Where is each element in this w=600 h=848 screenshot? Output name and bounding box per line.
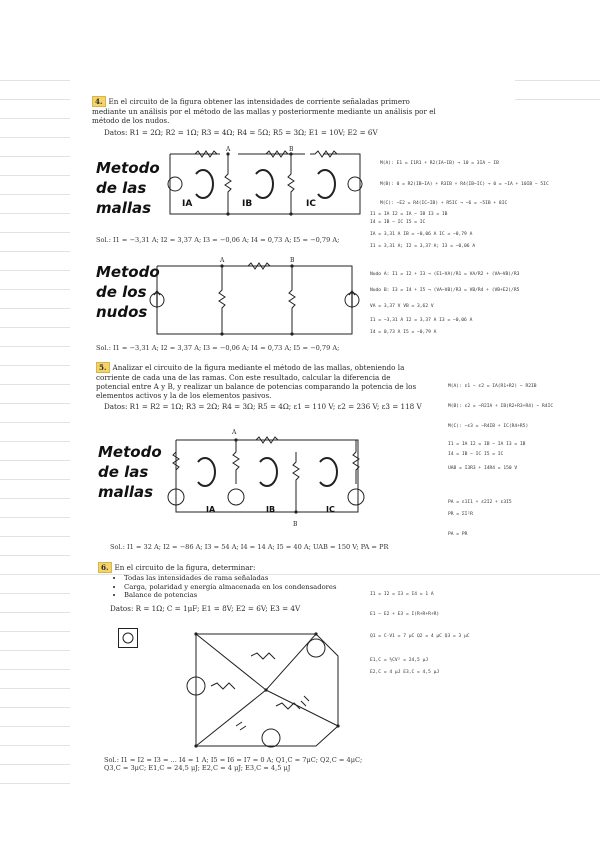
- p6-bullet: • Balance de potencias: [124, 591, 374, 600]
- note-line: Q1 = C·V1 = 7 μC Q2 = 4 μC Q3 = 3 μC: [370, 634, 470, 639]
- p6-symbol-box: [118, 628, 138, 648]
- p4-solution-1: Sol.: I1 = −3,31 A; I2 = 3,37 A; I3 = −0,06 A; I4 = 0,73 A; I5 = −0,79 A;: [96, 236, 340, 244]
- p4-mesh-circuit: [160, 144, 370, 224]
- note-line: PA = PR: [448, 532, 468, 537]
- p6-bullet: • Todas las intensidades de rama señaladas: [124, 574, 374, 583]
- p5-statement-text: Analizar el circuito de la figura mediante el método de las mallas, obteniendo la corriente de cada una de las ramas. Con este resultado, calcular la diferencia de potencial entre A y B, y realizar un balance de potencias comparando la potencia de los elementos activos y la de los elementos pasivos.: [96, 363, 417, 400]
- note-line: Nudo B: I3 = I4 + I5 → (VA−VB)/R3 = VB/R4 + (VB+E2)/R5: [370, 288, 520, 293]
- p4-number: 4.: [92, 96, 106, 107]
- p4-node-b-2: B: [290, 257, 295, 264]
- p4-hand-nudos: Metodo de los nudos: [96, 263, 160, 321]
- note-line: I4 = 0,73 A I5 = −0,79 A: [370, 330, 437, 335]
- note-line: I4 = IB − IC I5 = IC: [448, 452, 504, 457]
- note-line: E2,C = 4 μJ E3,C = 4,5 μJ: [370, 670, 440, 675]
- p6-solution: Sol.: I1 = I2 = I3 = ... I4 = 1 A; I5 = I6 = I7 = 0 A; Q1,C = 7μC; Q2,C = 4μC; Q3,C = 3μC; E1,C = 24,5 μJ; E2,C = 4 μJ; E3,C = 4,5 μJ: [104, 756, 363, 772]
- p4-mesh-a: IA: [182, 199, 193, 209]
- note-line: I1 = IA I2 = IA − IB I3 = IB: [370, 212, 448, 217]
- note-line: M(C): −ε3 = −R4IB + IC(R4+R5): [448, 424, 529, 429]
- note-line: I4 = IB − IC I5 = IC: [370, 220, 426, 225]
- p6-data: Datos: R = 1Ω; C = 1μF; E1 = 8V; E2 = 6V; E3 = 4V: [110, 604, 301, 613]
- note-line: I1 = 3,31 A; I2 = 3,37 A; I3 = −0,06 A: [370, 244, 476, 249]
- svg-text:B: B: [293, 521, 298, 528]
- p6-circuit: [176, 626, 356, 750]
- p5-number: 5.: [96, 362, 110, 373]
- p6-bullets: [114, 574, 374, 600]
- note-line: I1 = I2 = I3 = I4 = 1 A: [370, 592, 434, 597]
- p5-statement: [96, 362, 426, 400]
- p5-mesh-b: IB: [266, 505, 276, 514]
- p6-bullet: • Carga, polaridad y energía almacenada en los condensadores: [124, 583, 374, 592]
- note-line: M(B): 0 = R2(IB−IA) + R3IB + R4(IB−IC) → 0 = −IA + 10IB − 5IC: [380, 182, 549, 187]
- note-line: I1 = −3,31 A I2 = 3,37 A I3 = −0,06 A: [370, 318, 473, 323]
- p5-mesh-c: IC: [326, 505, 335, 514]
- p6-number: 6.: [98, 562, 112, 573]
- note-line: PA = ε1I1 + ε2I2 + ε3I5: [448, 500, 512, 505]
- note-line: E1 − E2 + E3 = I(R+R+R+R): [370, 612, 440, 617]
- note-line: IA = 3,31 A IB = −0,06 A IC = −0,79 A: [370, 232, 473, 237]
- p5-hand-mallas: Metodo de las mallas: [98, 443, 162, 501]
- note-line: I1 = IA I2 = IB − IA I3 = IB: [448, 442, 526, 447]
- note-line: M(A): ε1 − ε2 = IA(R1+R2) − R2IB: [448, 384, 537, 389]
- note-line: M(B): ε2 = −R2IA + IB(R2+R3+R4) − R4IC: [448, 404, 554, 409]
- svg-text:A: A: [232, 429, 237, 436]
- note-line: E1,C = ½CV² = 24,5 μJ: [370, 658, 429, 663]
- p6-statement: [98, 562, 398, 573]
- p5-data: Datos: R1 = R2 = 1Ω; R3 = 2Ω; R4 = 3Ω; R5 = 4Ω; ε1 = 110 V; ε2 = 236 V; ε3 = 118 V: [104, 402, 422, 411]
- p5-mesh-circuit: [168, 422, 368, 532]
- p4-node-b: B: [289, 146, 294, 153]
- note-line: M(A): E1 = I1R1 + R2(IA−IB) → 10 = 3IA − IB: [380, 161, 499, 166]
- p4-node-circuit: [152, 256, 362, 336]
- p4-mesh-c: IC: [306, 199, 316, 209]
- p4-hand-mallas: Metodo de las mallas: [96, 159, 160, 217]
- p4-solution-2: Sol.: I1 = −3,31 A; I2 = 3,37 A; I3 = −0,06 A; I4 = 0,73 A; I5 = −0,79 A;: [96, 344, 340, 352]
- note-line: Nudo A: I1 = I2 + I3 → (E1−VA)/R1 = VA/R2 + (VA−VB)/R3: [370, 272, 520, 277]
- p4-statement-text: En el circuito de la figura obtener las intensidades de corriente señaladas primero mediante un análisis por el método de las mallas y posteriormente mediante un análisis por el método de los nudos.: [92, 97, 436, 125]
- note-line: M(C): −E2 = R4(IC−IB) + R5IC → −6 = −5IB + 8IC: [380, 201, 508, 206]
- p5-solution: Sol.: I1 = 32 A; I2 = −86 A; I3 = 54 A; I4 = 14 A; I5 = 40 A; UAB = 150 V; PA = PR: [110, 543, 389, 551]
- p4-node-a-2: A: [220, 257, 225, 264]
- p6-statement-text: En el circuito de la figura, determinar:: [114, 563, 256, 572]
- p4-data: Datos: R1 = 2Ω; R2 = 1Ω; R3 = 4Ω; R4 = 5Ω; R5 = 3Ω; E1 = 10V; E2 = 6V: [104, 128, 378, 137]
- p4-mesh-b: IB: [242, 199, 253, 209]
- note-line: PR = ΣI²R: [448, 512, 473, 517]
- note-line: UAB = I3R3 + I4R4 = 150 V: [448, 466, 518, 471]
- p5-mesh-a: IA: [206, 505, 216, 514]
- p4-node-a: A: [226, 146, 231, 153]
- note-line: VA = 3,37 V VB = 3,62 V: [370, 304, 434, 309]
- p4-statement: [92, 96, 444, 125]
